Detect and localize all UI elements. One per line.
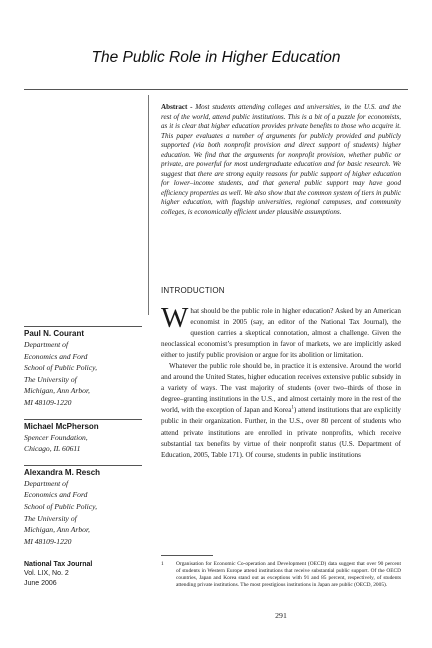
journal-info <box>24 560 142 588</box>
footnote <box>161 561 401 589</box>
author-list <box>24 326 142 557</box>
author-name: Paul N. Courant <box>24 326 142 339</box>
abstract-divider <box>148 95 149 315</box>
journal-volume: Vol. LIX, No. 2 <box>24 570 69 578</box>
drop-cap: W <box>161 302 189 334</box>
author-affiliation: Spencer Foundation, Chicago, IL 60611 <box>24 432 88 454</box>
header-rule <box>24 89 408 90</box>
author-block <box>24 465 142 548</box>
author-affiliation: Department of Economics and Ford School of Public Policy, The University of Michigan, Ann Arbor, MI 48109-1220 <box>24 340 97 407</box>
footnote-mark: 1 <box>161 561 164 567</box>
abstract-lead: Abstract - <box>161 103 193 111</box>
article-title: The Public Role in Higher Education <box>91 49 341 66</box>
author-block <box>24 419 142 455</box>
body-text <box>161 302 401 461</box>
abstract <box>161 103 401 218</box>
footnote-ref: 1 <box>291 406 294 412</box>
author-affiliation: Department of Economics and Ford School of Public Policy, The University of Michigan, Ann Arbor, MI 48109-1220 <box>24 478 97 546</box>
footnote-rule <box>161 555 213 556</box>
author-name: Alexandra M. Resch <box>24 465 142 478</box>
journal-date: June 2006 <box>24 579 57 587</box>
author-block <box>24 326 142 409</box>
paragraph-1-text: hat should be the public role in higher education? Asked by an American economist in 2005 (say, an editor of the National Tax Journal), the question carries a skeptical connotation, almost a challenge. Given the neoclassical economist’s presumption in favor of markets, we are implicitly asked either to justify public provision or argue for its abolition or limitation. <box>161 307 401 360</box>
author-name: Michael McPherson <box>24 419 142 432</box>
journal-name: National Tax Journal <box>24 561 93 568</box>
abstract-text: Most students attending colleges and universities, in the U.S. and the rest of the world, attend public institutions. This is a bit of a puzzle for economists, as it is clear that higher education provides private benefits to those who acquire it. This paper evaluates a number of arguments for publicly provided and publicly supported (via both nonprofit provision and direct support of students) higher education. We find that the arguments for nonprofit provision, whether public or private, are powerful for most undergraduate education and for basic research. We suggest that there are strong equity reasons for public support of higher education for lower–income students, and that general public support may have good efficiency properties as well. We also show that the common system of tiers in public higher education, with flagship universities, regional campuses, and community colleges, is economically efficient under plausible assumptions. <box>161 103 401 217</box>
footnote-text: Organisation for Economic Co-operation and Development (OECD) data suggest that over 90 percent of students in Western Europe attend institutions that receive substantial public support. Of the OECD countries, Japan and Korea stand out as exceptions with 91 and 85 percent, respectively, of students attending private institutions. The most prestigious institutions in Japan are public (OECD, 2005). <box>176 561 401 589</box>
paragraph-2-text-b: ) attend institutions that are explicitly public in their organization. Further, in the U.S., over 80 percent of students who attend private institutions are enrolled in private nonprofits, which receive substantial tax benefits by virtue of their nonprofit status (U.S. Department of Education, 2005, Table 171). Of course, students in public institutions <box>161 406 401 459</box>
paragraph-2 <box>161 361 401 460</box>
paragraph-2-text-a: Whatever the public role should be, in practice it is extensive. Around the world and around the United States, higher education receives extensive public subsidy in a variety of ways. The vast majority of students (over two–thirds of those in degree–granting institutions in the U.S., and almost certainly more in the rest of the world, with the exception of Japan and Korea <box>161 362 401 415</box>
section-heading: INTRODUCTION <box>161 286 225 295</box>
page-number: 291 <box>275 611 287 620</box>
paragraph-1 <box>161 302 401 361</box>
